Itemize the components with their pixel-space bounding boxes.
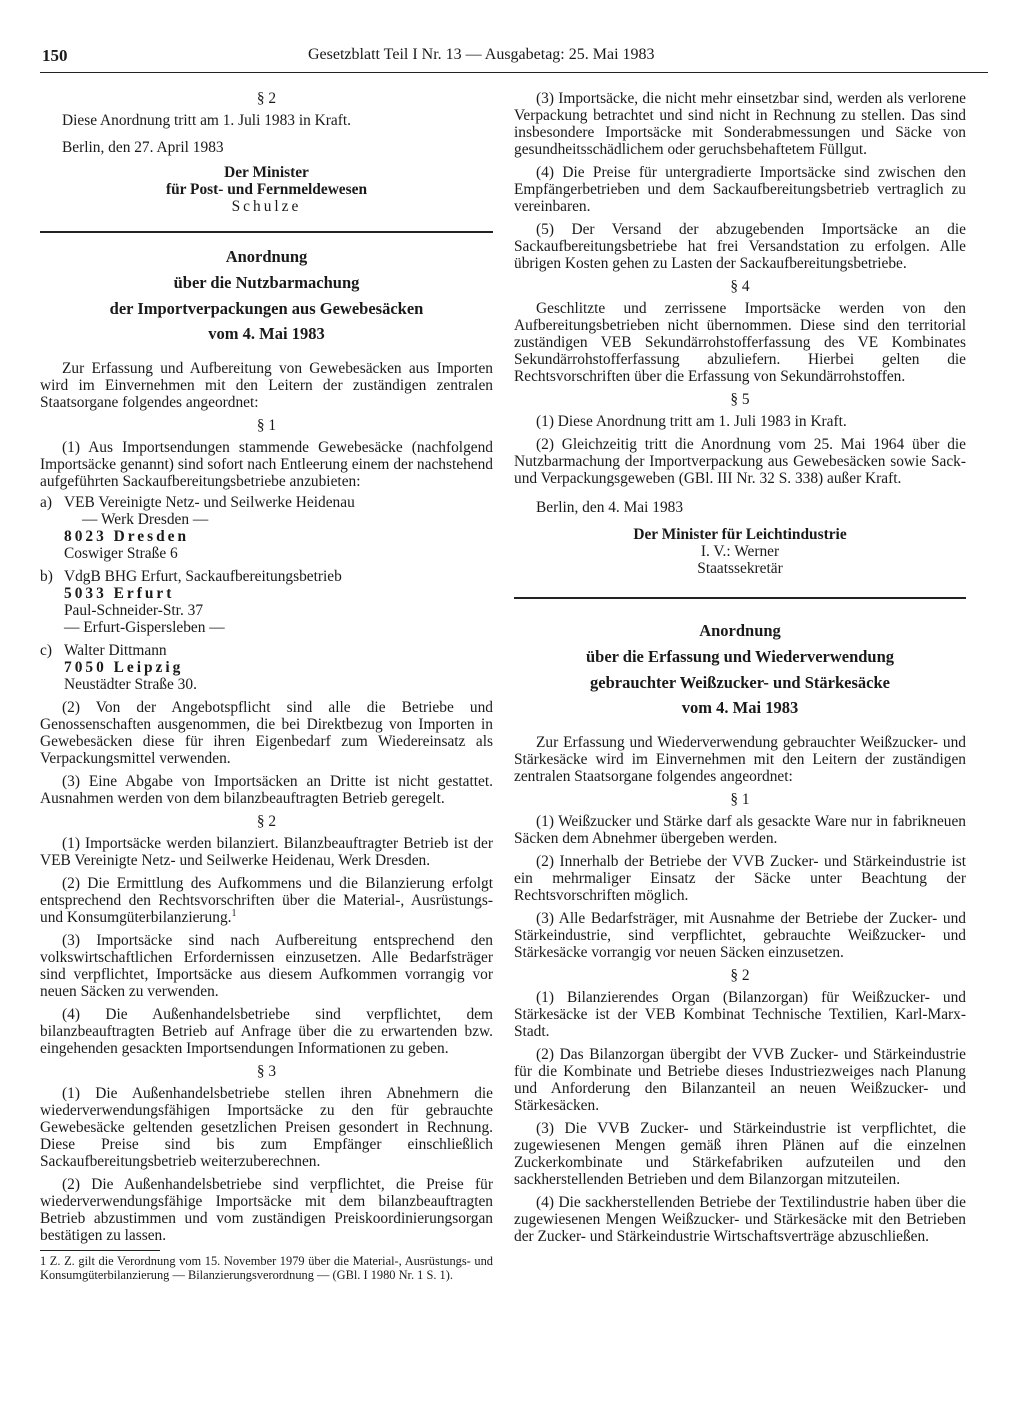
ord1-signature-title: Der Minister für Leichtindustrie [633, 526, 847, 543]
ord1-s2-p2: (2) Die Ermittlung des Aufkommens und die Bilanzierung erfolgt entsprechend den Rechtsvorschriften über die Material-, Ausrüstungs- und Konsumgüterbilanzierung. [40, 875, 493, 926]
section-divider [514, 597, 966, 599]
ord1-s5-heading: § 5 [730, 391, 750, 408]
list-line: — Werk Dresden — [82, 511, 209, 528]
ord1-s2-p4: (4) Die Außenhandelsbetriebe sind verpflichtet, dem bilanzbeauftragten Betrieb auf Anfrage über die zu erwartenden bzw. eingehenden gesackten Importsendungen Informationen zu geben. [40, 1006, 493, 1057]
ord2-date: vom 4. Mai 1983 [681, 698, 799, 717]
ord1-s1-p1: (1) Aus Importsendungen stammende Gewebesäcke (nachfolgend Importsäcke genannt) sind sofort nach Entleerung einem der nachstehend aufgeführten Sackaufbereitungsbetriebe anzubieten: [40, 439, 493, 490]
prev-signature-ministry: für Post- und Fernmeldewesen [165, 181, 368, 198]
prev-place-date: Berlin, den 27. April 1983 [62, 139, 224, 156]
list-line: 8023 Dresden [64, 528, 190, 545]
ord1-s3-p5: (5) Der Versand der abzugebenden Importsäcke an die Sackaufbereitungsbetriebe hat frei Versandstation zu erfolgen. Alle übrigen Kosten gehen zu Lasten der Sackaufbereitungsbetriebe. [514, 221, 966, 272]
left-column [40, 90, 493, 1282]
section-divider [40, 231, 493, 233]
prev-text: Diese Anordnung tritt am 1. Juli 1983 in Kraft. [62, 112, 351, 129]
ord2-s1-p1: (1) Weißzucker und Stärke darf als gesackte Ware nur in fabrikneuen Säcken dem Abnehmer übergeben werden. [514, 813, 966, 847]
list-line: Neustädter Straße 30. [64, 676, 197, 693]
ord1-s4-p1: Geschlitzte und zerrissene Importsäcke werden von den Aufbereitungsbetrieben nicht übernommen. Diese sind den territorial zuständigen VEB Sekundärrohstofferfassung des VE Kombinates Sekundärrohstofferfassung abzuliefern. Hierbei gelten die Rechtsvorschriften über die Erfassung von Sekundärrohstoffen. [514, 300, 966, 385]
list-line: Walter Dittmann [64, 642, 167, 659]
list-label: b) [40, 568, 53, 585]
ord1-s1-heading: § 1 [256, 417, 277, 434]
ord1-title-line3: der Importverpackungen aus Gewebesäcken [109, 299, 424, 318]
ord2-s1-p3: (3) Alle Bedarfsträger, mit Ausnahme der Betriebe der Zucker- und Stärkeindustrie, sind verpflichtet, gebrauchte Weißzucker- und Stärkesäcke vorrangig vor neuen Säcken einzusetzen. [514, 910, 966, 961]
footnote-divider [40, 1250, 160, 1251]
footnote: 1 Z. Z. gilt die Verordnung vom 15. November 1979 über die Material-, Ausrüstungs- und Konsumgüterbilanzierung — Bilanzierungsverordnung — (GBl. I 1980 Nr. 1 S. 1). [40, 1254, 493, 1282]
list-line: VEB Vereinigte Netz- und Seilwerke Heidenau [64, 494, 355, 511]
ord2-s1-heading: § 1 [730, 791, 750, 808]
list-line: VdgB BHG Erfurt, Sackaufbereitungsbetrieb [64, 568, 342, 585]
ord1-place-date: Berlin, den 4. Mai 1983 [536, 499, 684, 516]
list-item-c [40, 642, 493, 693]
ord1-signature-name: I. V.: Werner [700, 543, 780, 560]
ord1-s5-p1: (1) Diese Anordnung tritt am 1. Juli 1983 in Kraft. [536, 413, 847, 430]
ord1-s3-p2: (2) Die Außenhandelsbetriebe sind verpflichtet, die Preise für wiederverwendungsfähige Importsäcke mit dem bilanzbeauftragten Betrieb abzustimmen und vom zuständigen Preiskoordinierungsorgan bestätigen zu lassen. [40, 1176, 493, 1244]
ord1-signature-role: Staatssekretär [697, 560, 783, 577]
ord2-s2-p2: (2) Das Bilanzorgan übergibt der VVB Zucker- und Stärkeindustrie für die Kombinate und Betriebe dieses Industriezweiges nach Planung und Anforderung den Bilanzanteil an neuen Weißzucker- und Stärkesäcken. [514, 1046, 966, 1114]
prev-signature-title: Der Minister [224, 164, 309, 181]
ord1-title-line1: Anordnung [225, 247, 308, 266]
ord1-date: vom 4. Mai 1983 [208, 324, 325, 343]
ord2-s1-p2: (2) Innerhalb der Betriebe der VVB Zucker- und Stärkeindustrie ist ein mehrmaliger Einsatz der Säcke unter Beachtung der Rechtsvorschriften möglich. [514, 853, 966, 904]
ord1-s3-p1: (1) Die Außenhandelsbetriebe stellen ihren Abnehmern die wiederverwendungsfähigen Importsäcke zu den für gebrauchte Gewebesäcke geltenden gesetzlichen Preisen gesondert in Rechnung. Diese Preise sind bis zum Empfänger einschließlich Sackaufbereitungsbetrieb weiterzuberechnen. [40, 1085, 493, 1170]
ord1-s4-heading: § 4 [730, 278, 750, 295]
list-item-a [40, 494, 493, 562]
ord2-s2-p4: (4) Die sackherstellenden Betriebe der Textilindustrie haben über die zugewiesenen Mengen Weißzucker- und Stärkesäcke mit den Betrieben der Zucker- und Stärkeindustrie Wirtschaftsverträge abzuschließen. [514, 1194, 966, 1245]
list-line: Paul-Schneider-Str. 37 [64, 602, 204, 619]
ord1-title-line2: über die Nutzbarmachung [173, 273, 360, 292]
list-label: a) [40, 494, 52, 511]
ord1-s3-heading: § 3 [256, 1063, 277, 1080]
prev-signature-name: Schulze [231, 198, 302, 215]
ord2-preamble: Zur Erfassung und Wiederverwendung gebrauchter Weißzucker- und Stärkesäcke wird im Einvernehmen mit den Leitern der zuständigen zentralen Staatsorgane folgendes angeordnet: [514, 734, 966, 785]
list-label: c) [40, 642, 52, 659]
running-head: Gesetzblatt Teil I Nr. 13 — Ausgabetag: 25. Mai 1983 [308, 46, 655, 63]
prev-paragraph-heading: § 2 [256, 90, 277, 107]
list-line: — Erfurt-Gispersleben — [64, 619, 225, 636]
ord2-s2-p1: (1) Bilanzierendes Organ (Bilanzorgan) für Weißzucker- und Stärkesäcke ist der VEB Kombinat Technische Textilien, Karl-Marx-Stadt. [514, 989, 966, 1040]
ord1-s1-p3: (3) Eine Abgabe von Importsäcken an Dritte ist nicht gestattet. Ausnahmen werden von dem bilanzbeauftragten Betrieb geregelt. [40, 773, 493, 807]
ord1-s2-p3: (3) Importsäcke sind nach Aufbereitung entsprechend den volkswirtschaftlichen Erfordernissen einzusetzen. Alle Bedarfsträger sind verpflichtet, Importsäcke aus diesem Aufkommen vorrangig vor neuen Säcken zu verwenden. [40, 932, 493, 1000]
ord2-title-line1: Anordnung [699, 621, 781, 640]
ord1-s2-heading: § 2 [256, 813, 277, 830]
ord1-s1-p2: (2) Von der Angebotspflicht sind alle die Betriebe und Genossenschaften ausgenommen, die bei Direktbezug von Importen in Gewebesäcken diese für ihren Eigenbedarf zum Wiedereinsatz als Verpackungsmittel verwenden. [40, 699, 493, 767]
list-line: 5033 Erfurt [64, 585, 175, 602]
ord1-s2-p1: (1) Importsäcke werden bilanziert. Bilanzbeauftragter Betrieb ist der VEB Vereinigte Netz- und Seilwerke Heidenau, Werk Dresden. [40, 835, 493, 869]
footnote-ref: 1 [231, 907, 237, 919]
list-item-b [40, 568, 493, 636]
ord2-title-line2: über die Erfassung und Wiederverwendung [585, 647, 895, 666]
list-line: Coswiger Straße 6 [64, 545, 178, 562]
ord1-s3-p3: (3) Importsäcke, die nicht mehr einsetzbar sind, werden als verlorene Verpackung betrachtet und sind nicht in Rechnung zu stellen. Das sind insbesondere Importsäcke mit Sonderabmessungen und Säcke von gesundheitsschädlichem oder geruchsbehaftetem Füllgut. [514, 90, 966, 158]
list-line: 7050 Leipzig [64, 659, 184, 676]
ord2-s2-p3: (3) Die VVB Zucker- und Stärkeindustrie ist verpflichtet, die zugewiesenen Mengen gemäß ihren Plänen auf die einzelnen Zuckerkombinate und Stärkefabriken aufzuteilen und den sackherstellenden Betrieben und dem Bilanzorgan mitzuteilen. [514, 1120, 966, 1188]
right-column [514, 90, 966, 1251]
ord1-preamble: Zur Erfassung und Aufbereitung von Gewebesäcken aus Importen wird im Einvernehmen mit den Leitern der zuständigen zentralen Staatsorgane folgendes angeordnet: [40, 360, 493, 411]
page-number: 150 [42, 46, 68, 65]
ord1-s2-p2-wrap [40, 875, 493, 926]
page-header [40, 46, 988, 73]
ord1-s5-p2: (2) Gleichzeitig tritt die Anordnung vom 25. Mai 1964 über die Nutzbarmachung der Importverpackung aus Gewebesäcken sowie Sack- und Verpackungsgeweben (GBl. III Nr. 32 S. 338) außer Kraft. [514, 436, 966, 487]
ord2-s2-heading: § 2 [730, 967, 750, 984]
ord1-s3-p4: (4) Die Preise für untergradierte Importsäcke sind zwischen den Empfängerbetrieben und dem Sackaufbereitungsbetrieb vertraglich zu vereinbaren. [514, 164, 966, 215]
ord2-title-line3: gebrauchter Weißzucker- und Stärkesäcke [590, 673, 890, 692]
